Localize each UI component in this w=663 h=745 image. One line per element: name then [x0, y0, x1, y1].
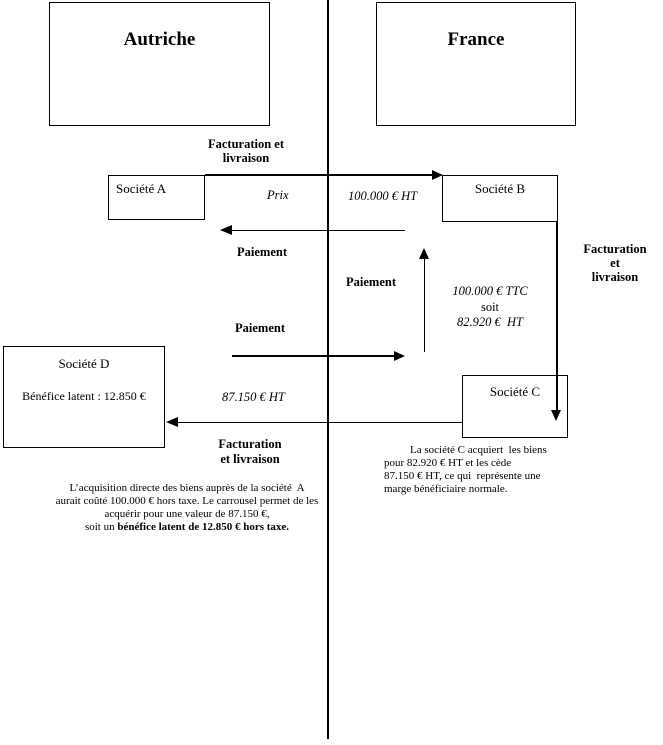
facturation-bottom-label	[192, 437, 308, 467]
amount-ttc-line3: 82.920 € HT	[457, 315, 523, 329]
amount-ht-top-label: 100.000 € HT	[348, 189, 418, 203]
societe-d-box	[3, 346, 165, 448]
arrow-a-to-b-line	[205, 174, 433, 176]
facturation-right-line2: et	[610, 256, 620, 270]
facturation-top-line2: livraison	[222, 151, 270, 165]
arrow-d-to-c-head-icon	[394, 351, 405, 361]
arrow-d-to-c-line	[232, 355, 395, 357]
note-left-line2: aurait coûté 100.000 € hors taxe. Le carrousel permet de les	[55, 495, 319, 507]
country-divider-line	[327, 0, 329, 739]
note-left-line3: acquérir pour une valeur de 87.150 €,	[104, 508, 270, 520]
societe-a-box	[108, 175, 205, 220]
societe-b-label: Société B	[474, 181, 526, 196]
paiement-d-to-c-label: Paiement	[235, 321, 285, 335]
arrow-c-to-d-head-icon	[166, 417, 178, 427]
arrow-a-to-b-head-icon	[432, 170, 443, 180]
note-left-line4-regular: soit un	[84, 521, 118, 533]
region-box-autriche	[49, 2, 270, 126]
note-left-line1: L’acquisition directe des biens auprès de la société A	[69, 482, 305, 494]
arrow-c-to-b-head-icon	[419, 248, 429, 259]
note-right-line3: 87.150 € HT, ce qui représente une	[384, 470, 541, 482]
region-title-autriche: Autriche	[123, 29, 196, 50]
arrow-b-to-c-line	[556, 222, 558, 411]
prix-label: Prix	[267, 188, 289, 202]
societe-a-label: Société A	[116, 181, 167, 196]
facturation-bottom-line2: et livraison	[220, 452, 280, 466]
amount-ttc-line1: 100.000 € TTC	[452, 284, 528, 298]
region-title-france: France	[447, 29, 505, 50]
societe-d-benefit-note: Bénéfice latent : 12.850 €	[22, 389, 146, 403]
facturation-bottom-line1: Facturation	[218, 437, 282, 451]
facturation-right-label	[576, 242, 654, 284]
note-left-line4-bold: bénéfice latent de 12.850 € hors taxe.	[117, 521, 290, 533]
arrow-c-to-b-line	[424, 257, 426, 352]
region-box-france	[376, 2, 576, 126]
arrow-b-to-a-head-icon	[220, 225, 232, 235]
amount-ht-mid-label: 87.150 € HT	[222, 390, 285, 404]
note-right	[384, 444, 564, 496]
note-left-line4	[28, 521, 346, 534]
arrow-b-to-a-line	[231, 230, 405, 232]
societe-b-box	[442, 175, 558, 222]
paiement-b-to-a-label: Paiement	[237, 245, 287, 259]
amount-ttc-line2: soit	[480, 299, 500, 314]
amount-ttc-block	[438, 284, 542, 331]
note-left	[28, 482, 346, 534]
note-right-line2: pour 82.920 € HT et les cède	[384, 457, 512, 469]
note-right-line4: marge bénéficiaire normale.	[384, 483, 508, 495]
facturation-right-line1: Facturation	[583, 242, 647, 256]
facturation-right-line3: livraison	[591, 270, 639, 284]
arrow-b-to-c-head-icon	[551, 410, 561, 421]
societe-c-box	[462, 375, 568, 438]
note-right-line1: La société C acquiert les biens	[410, 444, 547, 456]
facturation-top-line1: Facturation et	[207, 137, 285, 151]
facturation-top-label	[188, 137, 304, 165]
societe-c-label: Société C	[489, 384, 541, 399]
arrow-c-to-d-line	[177, 422, 462, 424]
paiement-c-to-b-label: Paiement	[346, 275, 396, 289]
societe-d-label: Société D	[58, 356, 110, 371]
